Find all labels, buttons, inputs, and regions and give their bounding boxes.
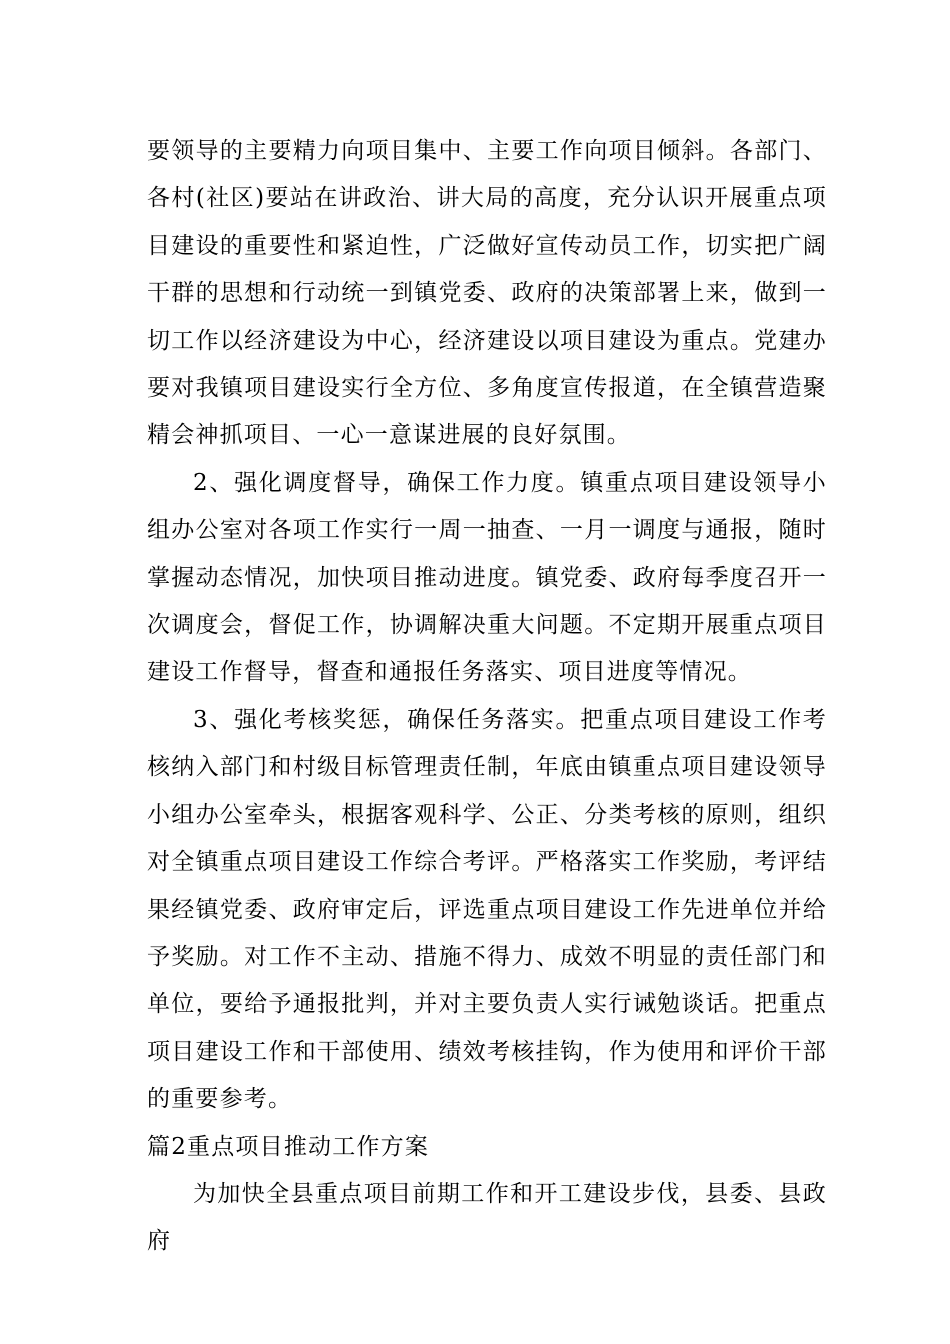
paragraph-continuation: 要领导的主要精力向项目集中、主要工作向项目倾斜。各部门、各村(社区)要站在讲政治、讲大局的高度，充分认识开展重点项目建设的重要性和紧迫性，广泛做好宣传动员工作，切实把广阔干群的思想和行动统一到镇党委、政府的决策部署上来，做到一切工作以经济建设为中心，经济建设以项目建设为重点。党建办要对我镇项目建设实行全方位、多角度宣传报道，在全镇营造聚精会神抓项目、一心一意谋进展的良好氛围。 xyxy=(147,138,827,449)
paragraph-item-2: 2、强化调度督导，确保工作力度。镇重点项目建设领导小组办公室对各项工作实行一周一抽查、一月一调度与通报，随时掌握动态情况，加快项目推动进度。镇党委、政府每季度召开一次调度会，督促工作，协调解决重大问题。不定期开展重点项目建设工作督导，督查和通报任务落实、项目进度等情况。 xyxy=(147,469,827,686)
document-body xyxy=(147,128,827,1266)
section-heading: 篇2重点项目推动工作方案 xyxy=(147,1133,430,1160)
paragraph-item-3: 3、强化考核奖惩，确保任务落实。把重点项目建设工作考核纳入部门和村级目标管理责任制，年底由镇重点项目建设领导小组办公室牵头，根据客观科学、公正、分类考核的原则，组织对全镇重点项目建设工作综合考评。严格落实工作奖励，考评结果经镇党委、政府审定后，评选重点项目建设工作先进单位并给予奖励。对工作不主动、措施不得力、成效不明显的责任部门和单位，要给予通报批判，并对主要负责人实行诫勉谈话。把重点项目建设工作和干部使用、绩效考核挂钩，作为使用和评价干部的重要参考。 xyxy=(147,706,827,1113)
paragraph-section-intro: 为加快全县重点项目前期工作和开工建设步伐，县委、县政府 xyxy=(147,1180,827,1255)
